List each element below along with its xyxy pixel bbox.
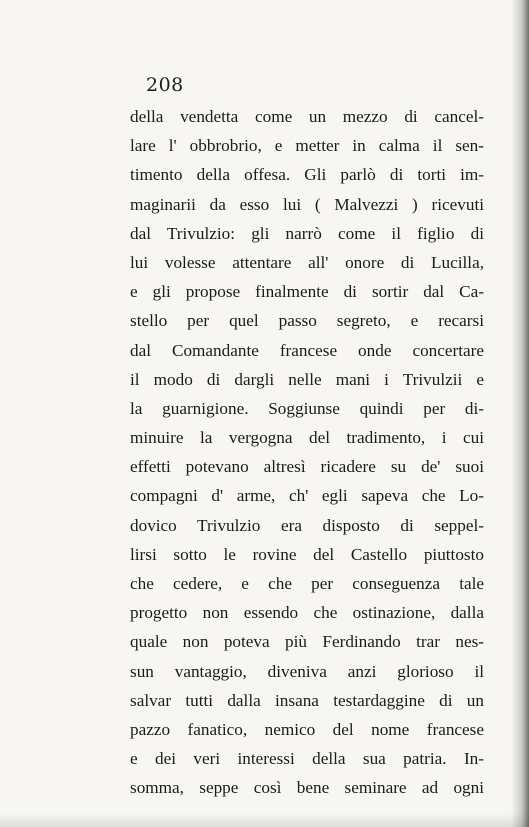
text-line: sun vantaggio, diveniva anzi glorioso il — [130, 661, 484, 681]
text-line: dal Trivulzio: gli narrò come il figlio di — [130, 223, 484, 243]
text-line: quale non poteva più Ferdinando trar nes- — [130, 632, 484, 652]
text-line: dal Comandante francese onde concertare — [130, 340, 484, 360]
text-line: pazzo fanatico, nemico del nome francese — [130, 719, 484, 739]
text-line: stello per quel passo segreto, e recarsi — [130, 311, 484, 331]
page-bottom-shadow — [0, 813, 529, 827]
text-line: minuire la vergogna del tradimento, i cui — [130, 428, 484, 448]
text-line: salvar tutti dalla insana testardaggine di un — [130, 690, 484, 710]
text-line: che cedere, e che per conseguenza tale — [130, 574, 484, 593]
text-line: il modo di dargli nelle mani i Trivulzii e — [130, 369, 484, 389]
text-line: lirsi sotto le rovine del Castello piuttosto — [130, 544, 484, 564]
page-number: 208 — [146, 74, 184, 96]
text-line: e dei veri interessi della sua patria. In- — [130, 749, 484, 769]
text-line: dovico Trivulzio era disposto di seppel- — [130, 515, 484, 535]
text-line: lare l' obbrobrio, e metter in calma il sen- — [130, 136, 484, 156]
text-line: compagni d' arme, ch' egli sapeva che Lo- — [130, 486, 484, 506]
text-line: effetti potevano altresì ricadere su de' suoi — [130, 457, 484, 477]
text-line: e gli propose finalmente di sortir dal Ca- — [130, 282, 484, 302]
text-line: maginarii da esso lui ( Malvezzi ) ricevuti — [130, 194, 484, 214]
text-line: la guarnigione. Soggiunse quindi per di- — [130, 398, 484, 418]
text-line: progetto non essendo che ostinazione, dalla — [130, 603, 484, 623]
page-edge-shadow — [511, 0, 529, 827]
text-line: della vendetta come un mezzo di cancel- — [130, 107, 484, 126]
text-line: somma, seppe così bene seminare ad ogni — [130, 778, 484, 798]
text-line: timento della offesa. Gli parlò di torti im- — [130, 165, 484, 185]
body-text — [130, 102, 484, 803]
text-line: lui volesse attentare all' onore di Lucilla, — [130, 252, 484, 272]
